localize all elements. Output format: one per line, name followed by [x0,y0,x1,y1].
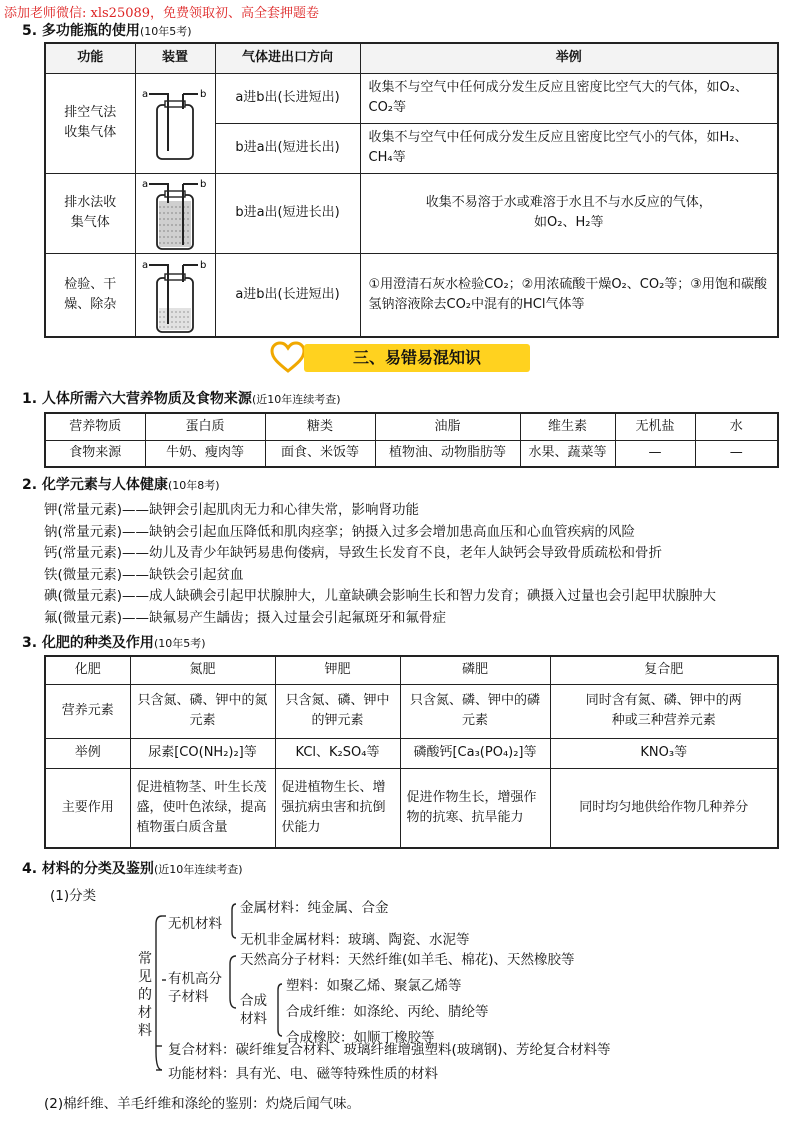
tree-node-inorganic: 无机材料 [168,916,222,932]
tree-root: 常见的材料 [138,951,152,1039]
bottle-table [44,42,779,338]
table-cell: 只含氮、磷、钾中的氮元素 [130,684,275,738]
direction-cell: a进b出(长进短出) [215,73,360,123]
list-item: 钾(常量元素)——缺钾会引起肌肉无力和心律失常，影响肾功能 [44,502,420,518]
table-cell: 同时含有氮、磷、钾中的两种或三种营养元素 [550,684,778,738]
table-cell: 营养元素 [45,684,130,738]
list-item: 碘(微量元素)——成人缺碘会引起甲状腺肿大，儿童缺碘会影响生长和智力发育；碘摄入过量也会引起甲状腺肿大 [44,588,717,604]
header-cell: 复合肥 [550,656,778,684]
header-cell: 装置 [135,43,215,73]
direction-cell: b进a出(短进长出) [215,123,360,173]
tree-leaf-metal: 金属材料：纯金属、合金 [240,900,389,916]
table-cell: KNO₃等 [550,738,778,768]
example-cell: 收集不与空气中任何成分发生反应且密度比空气大的气体，如O₂、CO₂等 [360,73,778,123]
list-item: 铁(微量元素)——缺铁会引起贫血 [44,566,244,583]
section-banner [270,340,530,376]
table-row [45,413,778,440]
table-cell: 同时均匀地供给作物几种养分 [550,768,778,848]
table-row [45,440,778,467]
table-row [45,173,778,253]
header-cell: 化肥 [45,656,130,684]
tree-leaf-functional: 功能材料：具有光、电、磁等特殊性质的材料 [168,1066,438,1082]
table-cell: 油脂 [375,413,520,440]
label-a: a [142,89,149,100]
section-title-elements: 2. 化学元素与人体健康(10年8考) [22,477,220,493]
svg-text:b: b [200,259,207,271]
list-item: 钠(常量元素)——缺钠会引起血压降低和肌肉痉挛；钠摄入过多会增加患高血压和心血管疾病的风险 [44,523,636,540]
section-title-fertilizer: 3. 化肥的种类及作用(10年5考) [22,635,206,651]
watermark-banner: 添加老师微信: xls25089，免费领取初、高全套押题卷 [4,6,320,21]
fertilizer-table [44,655,779,849]
tree-leaf-nonmetal: 无机非金属材料：玻璃、陶瓷、水泥等 [240,932,470,948]
table-row [45,768,778,848]
heart-icon [270,340,306,376]
tree-leaf-fiber: 合成纤维：如涤纶、丙纶、腈纶等 [286,1004,489,1020]
table-cell: 举例 [45,738,130,768]
subheading-classification: (1)分类 [50,888,97,904]
header-cell: 钾肥 [275,656,400,684]
table-cell: 只含氮、磷、钾中的钾元素 [275,684,400,738]
table-cell: 促进植物茎、叶生长茂盛，使叶色浓绿，提高植物蛋白质含量 [130,768,275,848]
table-row [45,684,778,738]
tree-leaf-rubber: 合成橡胶：如顺丁橡胶等 [286,1030,435,1046]
direction-cell: b进a出(短进长出) [215,173,360,253]
header-cell: 气体进出口方向 [215,43,360,73]
table-cell: 只含氮、磷、钾中的磷元素 [400,684,550,738]
water-bottle-icon [140,175,210,251]
section-title-bottle: 5. 多功能瓶的使用(10年5考) [22,23,192,39]
table-cell: 植物油、动物脂肪等 [375,440,520,467]
table-cell: 尿素[CO(NH₂)₂]等 [130,738,275,768]
section-title-materials: 4. 材料的分类及鉴别(近10年连续考查) [22,861,243,877]
reagent-bottle-icon [140,256,210,334]
section-title-nutrition: 1. 人体所需六大营养物质及食物来源(近10年连续考查) [22,391,341,407]
table-cell: 维生素 [520,413,615,440]
bottle-icon-cell [135,73,215,173]
table-cell: — [615,440,695,467]
list-item: 氟(微量元素)——缺氟易产生龋齿；摄入过量会引起氟斑牙和氟骨症 [44,609,447,626]
table-cell: KCl、K₂SO₄等 [275,738,400,768]
svg-text:b: b [200,179,207,190]
table-row [45,738,778,768]
table-cell: 营养物质 [45,413,145,440]
table-cell: 水 [695,413,778,440]
bottle-icon-cell [135,253,215,337]
table-cell: 牛奶、瘦肉等 [145,440,265,467]
table-cell: 蛋白质 [145,413,265,440]
tree-leaf-plastic: 塑料：如聚乙烯、聚氯乙烯等 [286,978,462,994]
fiber-identification-note: (2)棉纤维、羊毛纤维和涤纶的鉴别：灼烧后闻气味。 [44,1096,361,1112]
header-cell: 功能 [45,43,135,73]
table-cell: 促进作物生长，增强作物的抗寒、抗旱能力 [400,768,550,848]
direction-cell: a进b出(长进短出) [215,253,360,337]
header-cell: 氮肥 [130,656,275,684]
header-cell: 磷肥 [400,656,550,684]
table-cell: 水果、蔬菜等 [520,440,615,467]
table-cell: 面食、米饭等 [265,440,375,467]
table-cell: 无机盐 [615,413,695,440]
table-row [45,253,778,337]
function-cell: 排水法收集气体 [45,173,135,253]
bottle-icon-cell [135,173,215,253]
example-cell: 收集不与空气中任何成分发生反应且密度比空气小的气体，如H₂、CH₄等 [360,123,778,173]
tree-leaf-natural: 天然高分子材料：天然纤维(如羊毛、棉花)、天然橡胶等 [240,952,575,968]
table-cell: 促进植物生长、增强抗病虫害和抗倒伏能力 [275,768,400,848]
table-cell: 食物来源 [45,440,145,467]
tree-node-organic: 有机高分子材料 [168,971,222,1005]
empty-bottle-icon [140,83,210,163]
function-cell: 检验、干燥、除杂 [45,253,135,337]
section-banner-title: 三、易错易混知识 [304,344,530,372]
nutrition-table [44,412,779,468]
svg-text:a: a [142,179,149,190]
table-cell: 糖类 [265,413,375,440]
example-cell: 收集不易溶于水或难溶于水且不与水反应的气体，如O₂、H₂等 [360,173,778,253]
tree-node-synthetic: 合成材料 [240,993,267,1027]
example-cell: ①用澄清石灰水检验CO₂；②用浓硫酸干燥O₂、CO₂等；③用饱和碳酸氢钠溶液除去CO₂中混有的HCl气体等 [360,253,778,337]
element-list [44,500,716,629]
tree-leaf-composite: 复合材料：碳纤维复合材料、玻璃纤维增强塑料(玻璃钢)、芳纶复合材料等 [168,1042,611,1058]
header-cell: 举例 [360,43,778,73]
table-header-row [45,656,778,684]
function-cell: 排空气法收集气体 [45,73,135,173]
table-cell: 主要作用 [45,768,130,848]
label-b: b [200,89,207,100]
table-row [45,73,778,123]
table-header-row [45,43,778,73]
list-item: 钙(常量元素)——幼儿及青少年缺钙易患佝偻病，导致生长发育不良，老年人缺钙会导致骨质疏松和骨折 [44,545,663,561]
svg-text:a: a [142,259,149,271]
table-cell: — [695,440,778,467]
material-classification-tree [46,880,786,1090]
table-cell: 磷酸钙[Ca₃(PO₄)₂]等 [400,738,550,768]
